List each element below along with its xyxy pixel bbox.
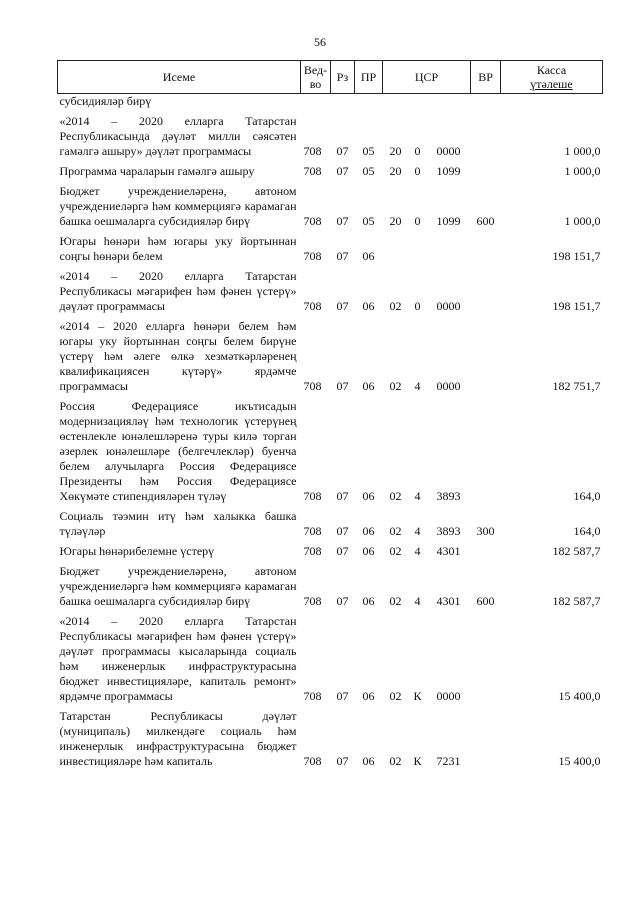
table-row <box>58 314 603 394</box>
row-vedo: 708 <box>303 544 322 558</box>
budget-table <box>57 60 603 769</box>
header-vr: ВР <box>471 61 501 94</box>
row-csr-direction <box>427 229 471 264</box>
row-vedo <box>301 94 331 110</box>
table-row <box>58 109 603 159</box>
row-pr: 05 <box>362 164 375 178</box>
header-name: Исеме <box>58 61 301 94</box>
row-pr: 06 <box>362 524 375 538</box>
header-rz: Рз <box>331 61 355 94</box>
row-pr <box>355 94 383 110</box>
row-amount: 182 587,7 <box>552 544 601 558</box>
row-name: «2014 – 2020 елларга Татарстан Республикасы мәгарифен һәм фәнен үстерү» дәүләт программасы кысаларында социаль һәм инженерлык инфраструктурасына бюджет инвестицияләре, капиталь ремонт» ярдәмче программасы <box>59 614 297 703</box>
row-vr: 600 <box>476 214 495 228</box>
table-row <box>58 609 603 704</box>
row-csr-program: 20 <box>389 164 402 178</box>
table-header <box>58 61 603 94</box>
row-csr-direction <box>427 94 471 110</box>
row-name: Социаль тәэмин итү һәм халыкка башка түләүләр <box>59 509 297 538</box>
row-name: Россия Федерациясе икътисадын модернизацияләү һәм технологик үстерүнең өстенлекле юнәлешләренә туры килә торган әзерлек юнәлешләре (белгечлекләр) буенча белем алучыларга Россия Федерациясе Президенты һәм Россия Федерациясе Хөкүмәте стипендияләрен түләү <box>59 399 297 503</box>
row-pr: 05 <box>362 144 375 158</box>
row-csr-subprogram: 4 <box>414 489 421 503</box>
row-amount: 198 151,7 <box>552 299 601 313</box>
row-pr: 06 <box>362 299 375 313</box>
header-kassa-line1: Касса <box>536 63 567 77</box>
table-row <box>58 229 603 264</box>
row-pr: 06 <box>362 754 375 768</box>
row-name: «2014 – 2020 елларга һөнәри белем һәм югары уку йортыннан соңгы белем бирүне үстерү һәм әлеге өлкә хезмәткәрләренең квалификациясен күтәрү» ярдәмче программасы <box>59 319 297 393</box>
row-vedo: 708 <box>303 689 322 703</box>
row-name: субсидияләр бирү <box>59 94 152 108</box>
row-pr: 05 <box>362 214 375 228</box>
row-rz: 07 <box>336 524 349 538</box>
header-csr: ЦСР <box>383 61 471 94</box>
row-csr-direction: 1099 <box>436 164 461 178</box>
row-csr-subprogram: 4 <box>414 379 421 393</box>
row-rz: 07 <box>336 214 349 228</box>
row-name: Югары һөнәрибелемне үстерү <box>59 544 215 558</box>
row-vedo: 708 <box>303 299 322 313</box>
table-row <box>58 394 603 504</box>
row-vedo: 708 <box>303 249 322 263</box>
row-csr-subprogram: 4 <box>414 544 421 558</box>
row-csr-program: 02 <box>389 594 402 608</box>
row-name: Бюджет учреждениеләренә, автоном учреждениеләргә һәм коммерциягә карамаган башка оешмаларга субсидияләр бирү <box>59 564 297 608</box>
page-number: 56 <box>314 35 326 49</box>
row-rz: 07 <box>336 164 349 178</box>
row-csr-subprogram <box>409 94 427 110</box>
row-amount: 182 751,7 <box>552 379 601 393</box>
header-vedo: Вед-во <box>301 61 331 94</box>
row-csr-program: 02 <box>389 524 402 538</box>
row-rz: 07 <box>336 754 349 768</box>
row-csr-subprogram: 0 <box>414 144 421 158</box>
row-amount: 1 000,0 <box>564 144 601 158</box>
table-row <box>58 704 603 769</box>
row-rz: 07 <box>336 299 349 313</box>
row-rz: 07 <box>336 249 349 263</box>
row-csr-program: 02 <box>389 299 402 313</box>
row-csr-subprogram: 0 <box>414 299 421 313</box>
row-vr: 300 <box>476 524 495 538</box>
row-csr-program: 20 <box>389 214 402 228</box>
row-amount: 182 587,7 <box>552 594 601 608</box>
row-name: «2014 – 2020 елларга Татарстан Республикасы мәгарифен һәм фәнен үстерү» дәүләт программасы <box>59 269 297 313</box>
row-csr-direction: 3893 <box>436 524 461 538</box>
header-kassa-line2: үтәлеше <box>530 77 573 91</box>
table-row <box>58 264 603 314</box>
row-csr-program <box>383 229 409 264</box>
row-vr <box>471 229 501 264</box>
table-row <box>58 179 603 229</box>
row-vedo: 708 <box>303 164 322 178</box>
row-csr-direction: 0000 <box>436 689 461 703</box>
row-csr-direction: 4301 <box>436 594 461 608</box>
header-kassa <box>501 61 603 94</box>
row-vr <box>471 394 501 504</box>
row-rz: 07 <box>336 144 349 158</box>
table-row <box>58 159 603 179</box>
row-vr <box>471 109 501 159</box>
row-csr-program: 20 <box>389 144 402 158</box>
row-amount: 164,0 <box>573 524 601 538</box>
row-csr-subprogram: 0 <box>414 214 421 228</box>
row-csr-subprogram: К <box>413 689 422 703</box>
row-vedo: 708 <box>303 754 322 768</box>
row-pr: 06 <box>362 594 375 608</box>
row-pr: 06 <box>362 489 375 503</box>
row-csr-direction: 4301 <box>436 544 461 558</box>
row-csr-direction: 0000 <box>436 144 461 158</box>
row-rz: 07 <box>336 379 349 393</box>
row-pr: 06 <box>362 249 375 263</box>
row-csr-program: 02 <box>389 489 402 503</box>
row-vr <box>471 264 501 314</box>
row-amount <box>501 94 603 110</box>
row-amount: 15 400,0 <box>558 689 601 703</box>
row-vr <box>471 94 501 110</box>
row-csr-direction: 3893 <box>436 489 461 503</box>
table-body <box>58 94 603 770</box>
row-pr: 06 <box>362 379 375 393</box>
row-vr: 600 <box>476 594 495 608</box>
row-vedo: 708 <box>303 489 322 503</box>
row-rz: 07 <box>336 544 349 558</box>
row-amount: 15 400,0 <box>558 754 601 768</box>
row-csr-program: 02 <box>389 689 402 703</box>
row-vr <box>471 609 501 704</box>
row-rz: 07 <box>336 594 349 608</box>
table-row <box>58 94 603 110</box>
row-vedo: 708 <box>303 379 322 393</box>
row-amount: 1 000,0 <box>564 214 601 228</box>
row-csr-subprogram: К <box>413 754 422 768</box>
row-name: Программа чараларын гамәлгә ашыру <box>59 164 255 178</box>
row-csr-subprogram: 0 <box>414 164 421 178</box>
row-vedo: 708 <box>303 594 322 608</box>
table-row <box>58 504 603 539</box>
row-csr-direction: 0000 <box>436 379 461 393</box>
row-pr: 06 <box>362 689 375 703</box>
row-csr-program <box>383 94 409 110</box>
row-vedo: 708 <box>303 524 322 538</box>
row-amount: 198 151,7 <box>552 249 601 263</box>
row-csr-subprogram <box>409 229 427 264</box>
row-rz: 07 <box>336 689 349 703</box>
table-row <box>58 539 603 559</box>
row-csr-direction: 7231 <box>436 754 461 768</box>
header-pr: ПР <box>355 61 383 94</box>
row-vedo: 708 <box>303 214 322 228</box>
row-vr <box>471 704 501 769</box>
row-name: Югары һөнәри һәм югары уку йортыннан соңгы һөнәри белем <box>59 234 297 263</box>
row-rz <box>331 94 355 110</box>
row-csr-program: 02 <box>389 379 402 393</box>
row-csr-direction: 0000 <box>436 299 461 313</box>
row-vedo: 708 <box>303 144 322 158</box>
row-vr <box>471 159 501 179</box>
row-name: «2014 – 2020 елларга Татарстан Республикасында дәүләт милли сәясәтен гамәлгә ашыру» дәүләт программасы <box>59 114 297 158</box>
row-amount: 1 000,0 <box>564 164 601 178</box>
row-vr <box>471 314 501 394</box>
row-name: Татарстан Республикасы дәүләт (муниципаль) милкендәге социаль һәм инженерлык инфраструктурасына бюджет инвестицияләре һәм капиталь <box>59 709 297 768</box>
row-csr-subprogram: 4 <box>414 594 421 608</box>
row-rz: 07 <box>336 489 349 503</box>
row-pr: 06 <box>362 544 375 558</box>
row-vr <box>471 539 501 559</box>
row-csr-subprogram: 4 <box>414 524 421 538</box>
row-amount: 164,0 <box>573 489 601 503</box>
row-csr-program: 02 <box>389 544 402 558</box>
row-csr-direction: 1099 <box>436 214 461 228</box>
table-row <box>58 559 603 609</box>
row-csr-program: 02 <box>389 754 402 768</box>
row-name: Бюджет учреждениеләренә, автоном учреждениеләргә һәм коммерциягә карамаган башка оешмаларга субсидияләр бирү <box>59 184 297 228</box>
